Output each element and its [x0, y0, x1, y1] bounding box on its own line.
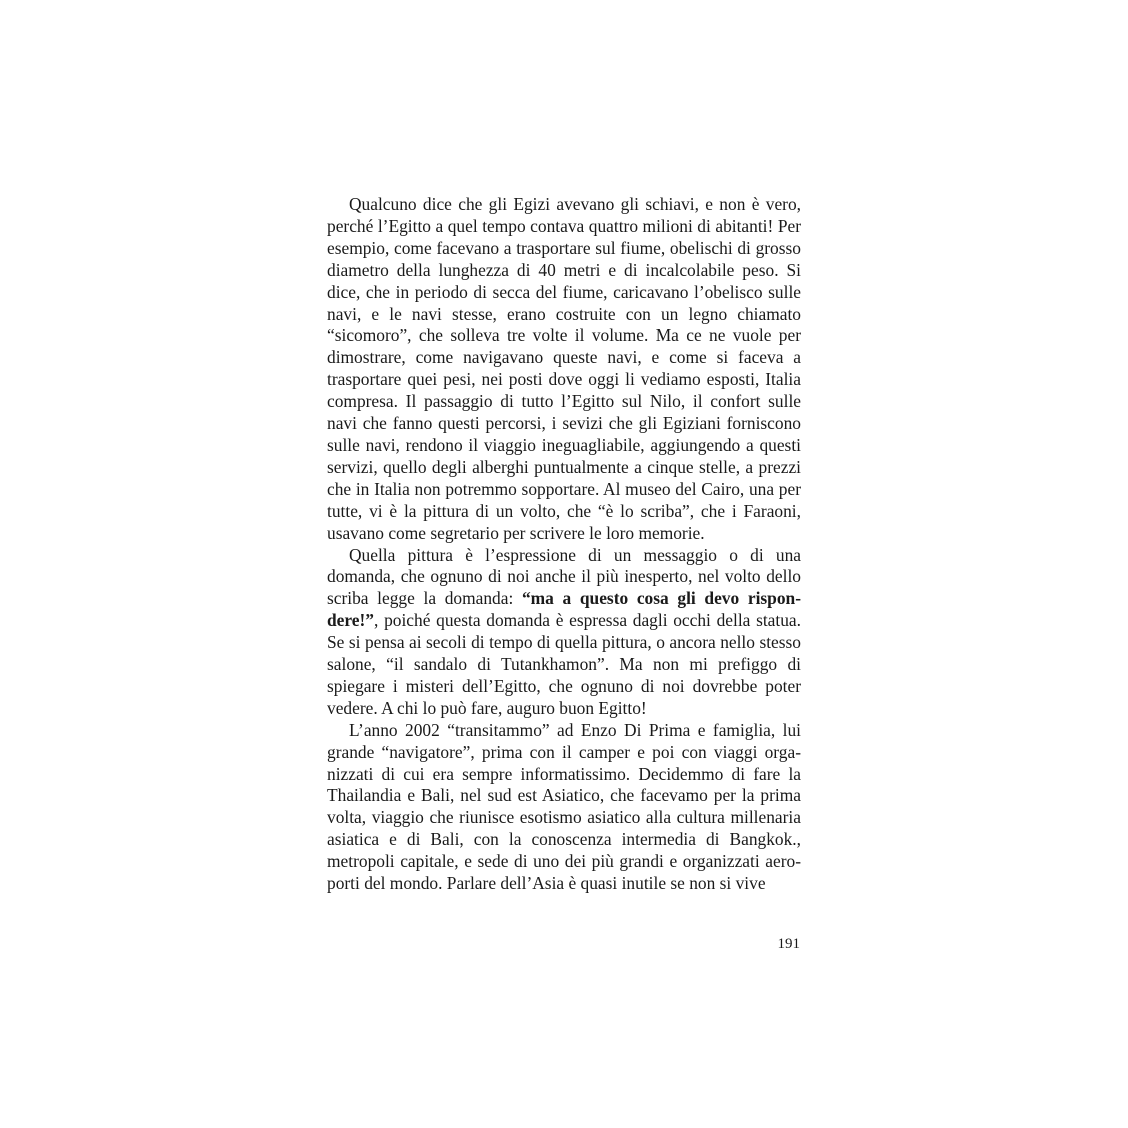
paragraph-scribe-text-before: Quella pittura è l’espressione di un messaggio o di una domanda, che ognuno di noi anche il più inesperto, nel volto dello scriba legge la domanda:: [327, 544, 801, 609]
paragraph-scribe-text-after: , poiché questa domanda è espressa dagli occhi della statua. Se si pensa ai secoli di tempo di quella pittura, o ancora nello stesso salone, “il sandalo di Tutankhamon”. Ma non mi prefiggo di spiegare i misteri dell’Egitto, che ognuno di noi dovrebbe poter vedere. A chi lo può fare, auguro buon Egitto!: [327, 610, 801, 718]
paragraph-scribe-painting: [327, 545, 801, 720]
page-body: [327, 194, 801, 895]
paragraph-thailand-bali: L’anno 2002 “transitammo” ad Enzo Di Prima e famiglia, lui grande “navigatore”, prima con il camper e poi con viaggi organizzati di cui era sempre informatissimo. Decidemmo di fare la Thailandia e Bali, nel sud est Asiatico, che facevamo per la prima volta, viaggio che riunisce esotismo asiatico alla cultura millenaria asiatica e di Bali, con la conoscenza intermedia di Bangkok., metropoli capitale, e sede di uno dei più grandi e organizzati aeroporti del mondo. Parlare dell’Asia è quasi inutile se non si vive: [327, 719, 801, 894]
paragraph-scribe-bold-quote: “ma a questo cosa gli devo rispondere!”: [327, 588, 801, 631]
paragraph-egypt-obelisks: Qualcuno dice che gli Egizi avevano gli schiavi, e non è vero, perché l’Egitto a quel tempo contava quattro milioni di abitanti! Per esempio, come facevano a trasportare sul fiume, obelischi di grosso diametro della lunghezza di 40 metri e di incalcolabile peso. Si dice, che in periodo di secca del fiume, caricavano l’obelisco sulle navi, e le navi stesse, erano costruite con un legno chiamato “sicomoro”, che solleva tre volte il volume. Ma ce ne vuole per dimostrare, come navigavano queste navi, e come si faceva a trasportare quei pesi, nei posti dove oggi li vediamo esposti, Italia compresa. Il passaggio di tutto l’Egitto sul Nilo, il confort sulle navi che fanno questi percorsi, i sevizi che gli Egiziani forniscono sulle navi, rendono il viaggio ineguagliabile, aggiungendo a questi servizi, quello degli alberghi puntualmente a cinque stelle, a prezzi che in Italia non potremmo sopportare. Al museo del Cairo, una per tutte, vi è la pittura di un volto, che “è lo scriba”, che i Faraoni, usavano come segretario per scrivere le loro memorie.: [327, 194, 801, 543]
page-number: 191: [777, 936, 800, 952]
